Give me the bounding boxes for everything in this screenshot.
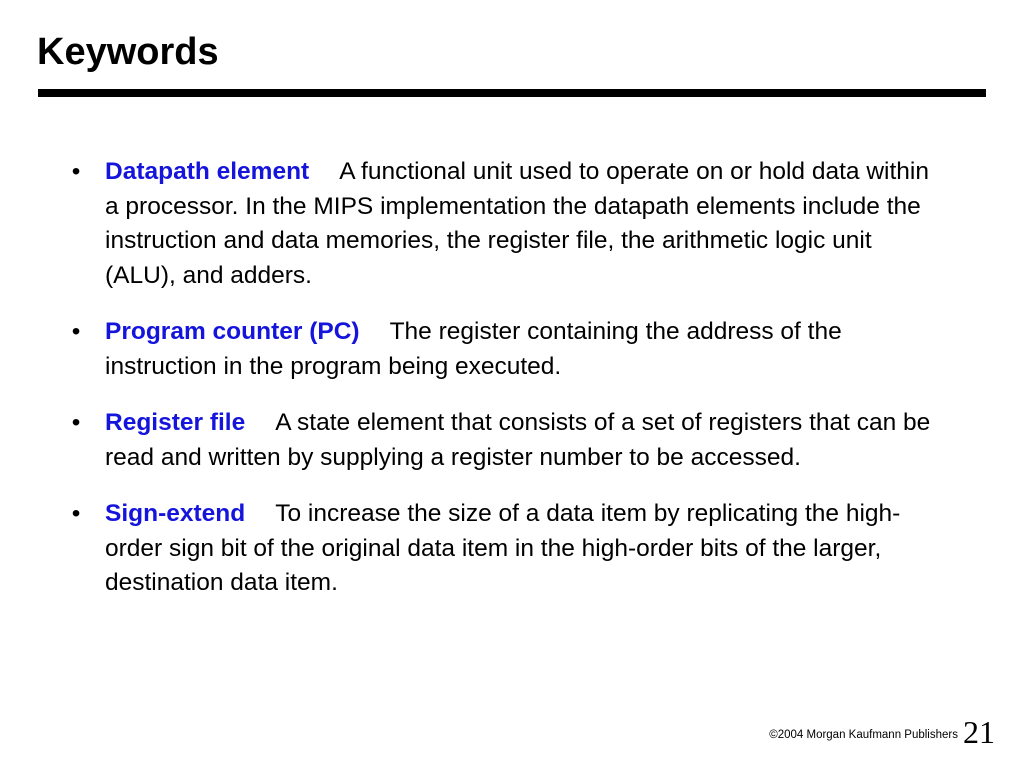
- keyword-term: Sign-extend: [105, 500, 246, 527]
- keyword-item-program-counter: [66, 315, 946, 384]
- keyword-item-datapath-element: [66, 155, 946, 293]
- copyright-credit: ©2004 Morgan Kaufmann Publishers: [769, 729, 958, 741]
- keyword-definition: To increase the size of a data item by replicating the high-order sign bit of the original data item in the high-order bits of the larger, destination data item.: [105, 500, 901, 596]
- keyword-item-register-file: [66, 406, 946, 475]
- keyword-list: [66, 155, 946, 623]
- bullet-icon: •: [71, 500, 81, 527]
- keyword-definition: A state element that consists of a set of registers that can be read and written by supplying a register number to be accessed.: [105, 409, 931, 471]
- slide-title: Keywords: [37, 31, 219, 73]
- keyword-term: Datapath element: [105, 158, 310, 185]
- bullet-icon: •: [71, 158, 81, 185]
- keyword-term: Program counter (PC): [105, 318, 360, 345]
- title-rule: [38, 89, 986, 97]
- keyword-item-sign-extend: [66, 497, 946, 601]
- keyword-definition: The register containing the address of the instruction in the program being executed.: [105, 318, 842, 380]
- bullet-icon: •: [71, 409, 81, 436]
- keyword-definition: A functional unit used to operate on or hold data within a processor. In the MIPS implementation the datapath elements include the instruction and data memories, the register file, the arithmetic logic unit (ALU), and adders.: [105, 158, 929, 289]
- keyword-term: Register file: [105, 409, 246, 436]
- page-number: 21: [963, 714, 995, 750]
- bullet-icon: •: [71, 318, 81, 345]
